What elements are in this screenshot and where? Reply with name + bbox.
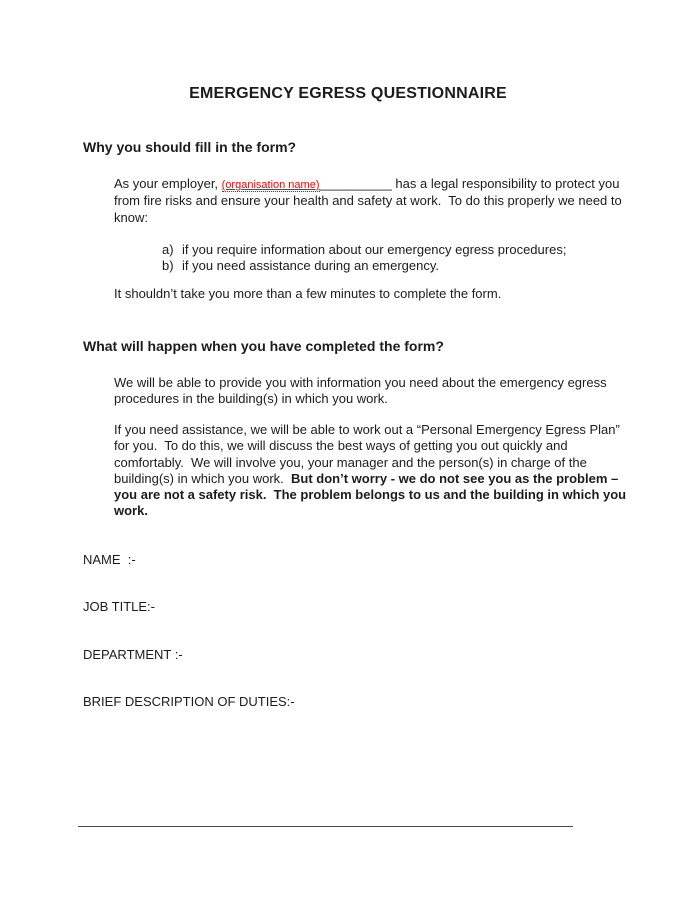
job-title-field-label: JOB TITLE:- (83, 599, 155, 614)
list-item-a (162, 242, 566, 258)
assistance-paragraph (114, 422, 630, 520)
form-duration-note: It shouldn’t take you more than a few minutes to complete the form. (114, 286, 502, 301)
organisation-name-placeholder: (organisation name) (221, 179, 320, 191)
employer-paragraph-rest: has a legal responsibility to protect you from fire risks and ensure your health and safety at work. To do this properly we need to know: (114, 176, 626, 225)
section-heading-why-fill: Why you should fill in the form? (83, 139, 297, 155)
information-paragraph: We will be able to provide you with information you need about the emergency egress procedures in the building(s) in which you work. (114, 375, 611, 407)
document-title: EMERGENCY EGRESS QUESTIONNAIRE (189, 85, 507, 102)
list-item-text: if you require information about our emergency egress procedures; (182, 242, 567, 257)
list-item-b (162, 258, 566, 274)
list-item-text: if you need assistance during an emergency. (182, 258, 440, 274)
list-marker: a) (162, 242, 174, 257)
department-field-label: DEPARTMENT :- (83, 647, 183, 662)
name-field-label: NAME :- (83, 552, 136, 567)
duties-field-label: BRIEF DESCRIPTION OF DUTIES:- (83, 694, 295, 709)
blank-underline: __________ (319, 176, 392, 191)
assistance-paragraph-bold: But don’t worry - we do not see you as the problem – you are not a safety risk. The problem belongs to us and the building in which you work. (114, 470, 630, 519)
section-heading-what-happens: What will happen when you have completed the form? (83, 338, 444, 354)
answer-line (78, 826, 573, 827)
assistance-paragraph-normal: If you need assistance, we will be able to work out a “Personal Emergency Egress Plan” for you. To do this, we will discuss the best ways of getting you out quickly and comfortably. We will involve you, your manager and the person(s) in charge of the building(s) in which you work. (114, 422, 624, 486)
list-marker: b) (162, 258, 174, 274)
employer-paragraph (114, 176, 630, 226)
reasons-list (162, 242, 566, 275)
employer-paragraph-lead: As your employer, (114, 176, 222, 191)
